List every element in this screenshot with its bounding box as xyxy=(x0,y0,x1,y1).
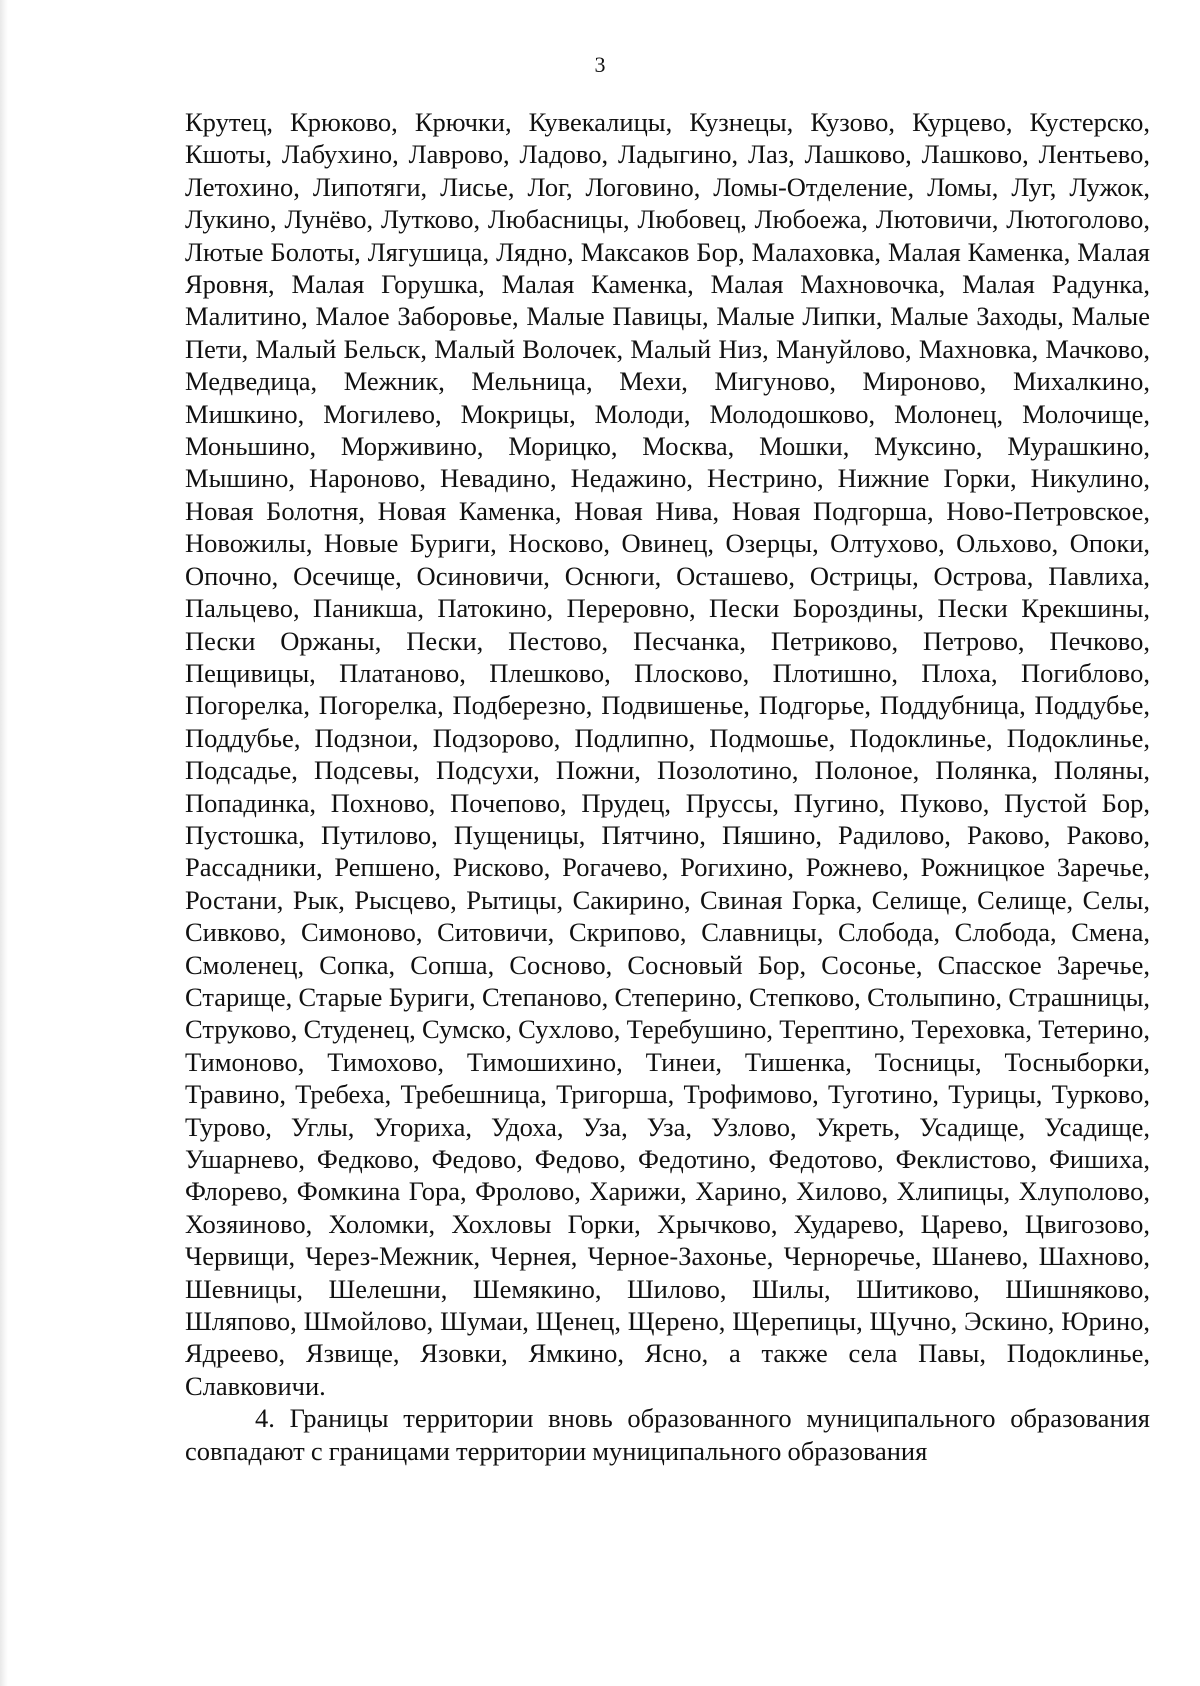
scan-edge xyxy=(0,0,8,1686)
document-body xyxy=(185,106,1150,1467)
page-number: 3 xyxy=(594,52,606,77)
paragraph-settlements-list: Крутец, Крюково, Крючки, Кувекалицы, Кузнецы, Кузово, Курцево, Кустерско, Кшоты, Лабухино, Лаврово, Ладово, Ладыгино, Лаз, Лашково, Лашково, Лентьево, Летохино, Липотяги, Лисье, Лог, Логовино, Ломы-Отделение, Ломы, Луг, Лужок, Лукино, Лунёво, Лутково, Любасницы, Любовец, Любоежа, Лютовичи, Лютоголово, Лютые Болоты, Лягушица, Лядно, Максаков Бор, Малаховка, Малая Каменка, Малая Яровня, Малая Горушка, Малая Каменка, Малая Махновочка, Малая Радунка, Малитино, Малое Заборовье, Малые Павицы, Малые Липки, Малые Заходы, Малые Пети, Малый Бельск, Малый Волочек, Малый Низ, Мануйлово, Махновка, Мачково, Медведица, Межник, Мельница, Мехи, Мигуново, Мироново, Михалкино, Мишкино, Могилево, Мокрицы, Молоди, Молодошково, Молонец, Молочище, Моньшино, Морживино, Морицко, Москва, Мошки, Муксино, Мурашкино, Мышино, Нароново, Невадино, Недажино, Нестрино, Нижние Горки, Никулино, Новая Болотня, Новая Каменка, Новая Нива, Новая Подгорша, Ново-Петровское, Новожилы, Новые Буриги, Носково, Овинец, Озерцы, Олтухово, Ольхово, Опоки, Опочно, Осечище, Осиновичи, Оснюги, Осташево, Острицы, Острова, Павлиха, Пальцево, Паникша, Патокино, Переровно, Пески Бороздины, Пески Крекшины, Пески Оржаны, Пески, Пестово, Песчанка, Петриково, Петрово, Печково, Пещивицы, Платаново, Плешково, Плосково, Плотишно, Плоха, Погиблово, Погорелка, Погорелка, Подберезно, Подвишенье, Подгорье, Поддубница, Поддубье, Поддубье, Подзнои, Подзорово, Подлипно, Подмошье, Подоклинье, Подоклинье, Подсадье, Подсевы, Подсухи, Пожни, Позолотино, Полоное, Полянка, Поляны, Попадинка, Похново, Почепово, Прудец, Пруссы, Пугино, Пуково, Пустой Бор, Пустошка, Путилово, Пущеницы, Пятчино, Пяшино, Радилово, Раково, Раково, Рассадники, Репшено, Рисково, Рогачево, Рогихино, Рожнево, Рожницкое Заречье, Ростани, Рык, Рысцево, Рытицы, Сакирино, Свиная Горка, Селище, Селище, Селы, Сивково, Симоново, Ситовичи, Скрипово, Славницы, Слобода, Слобода, Смена, Смоленец, Сопка, Сопша, Сосново, Сосновый Бор, Сосонье, Спасское Заречье, Старище, Старые Буриги, Степаново, Степерино, Степково, Столыпино, Страшницы, Струково, Студенец, Сумско, Сухлово, Теребушино, Терептино, Тереховка, Тетерино, Тимоново, Тимохово, Тимошихино, Тинеи, Тишенка, Тосницы, Тосныборки, Травино, Требеха, Требешница, Тригорша, Трофимово, Туготино, Турицы, Турково, Турово, Углы, Угориха, Удоха, Уза, Уза, Узлово, Укреть, Усадище, Усадище, Ушарнево, Федково, Федово, Федово, Федотино, Федотово, Феклистово, Фишиха, Флорево, Фомкина Гора, Фролово, Харижи, Харино, Хилово, Хлипицы, Хлуполово, Хозяиново, Холомки, Хохловы Горки, Хрычково, Хударево, Царево, Цвигозово, Червищи, Через-Межник, Чернея, Черное-Захонье, Черноречье, Шанево, Шахново, Шевницы, Шелешни, Шемякино, Шилово, Шилы, Шитиково, Шишняково, Шляпово, Шмойлово, Шумаи, Щенец, Щерено, Щерепицы, Щучно, Эскино, Юрино, Ядреево, Язвище, Язовки, Ямкино, Ясно, а также села Павы, Подоклинье, Славковичи. xyxy=(185,107,1150,1401)
paragraph-4: 4. Границы территории вновь образованного муниципального образования совпадают с границами территории муниципального образования xyxy=(185,1403,1150,1466)
